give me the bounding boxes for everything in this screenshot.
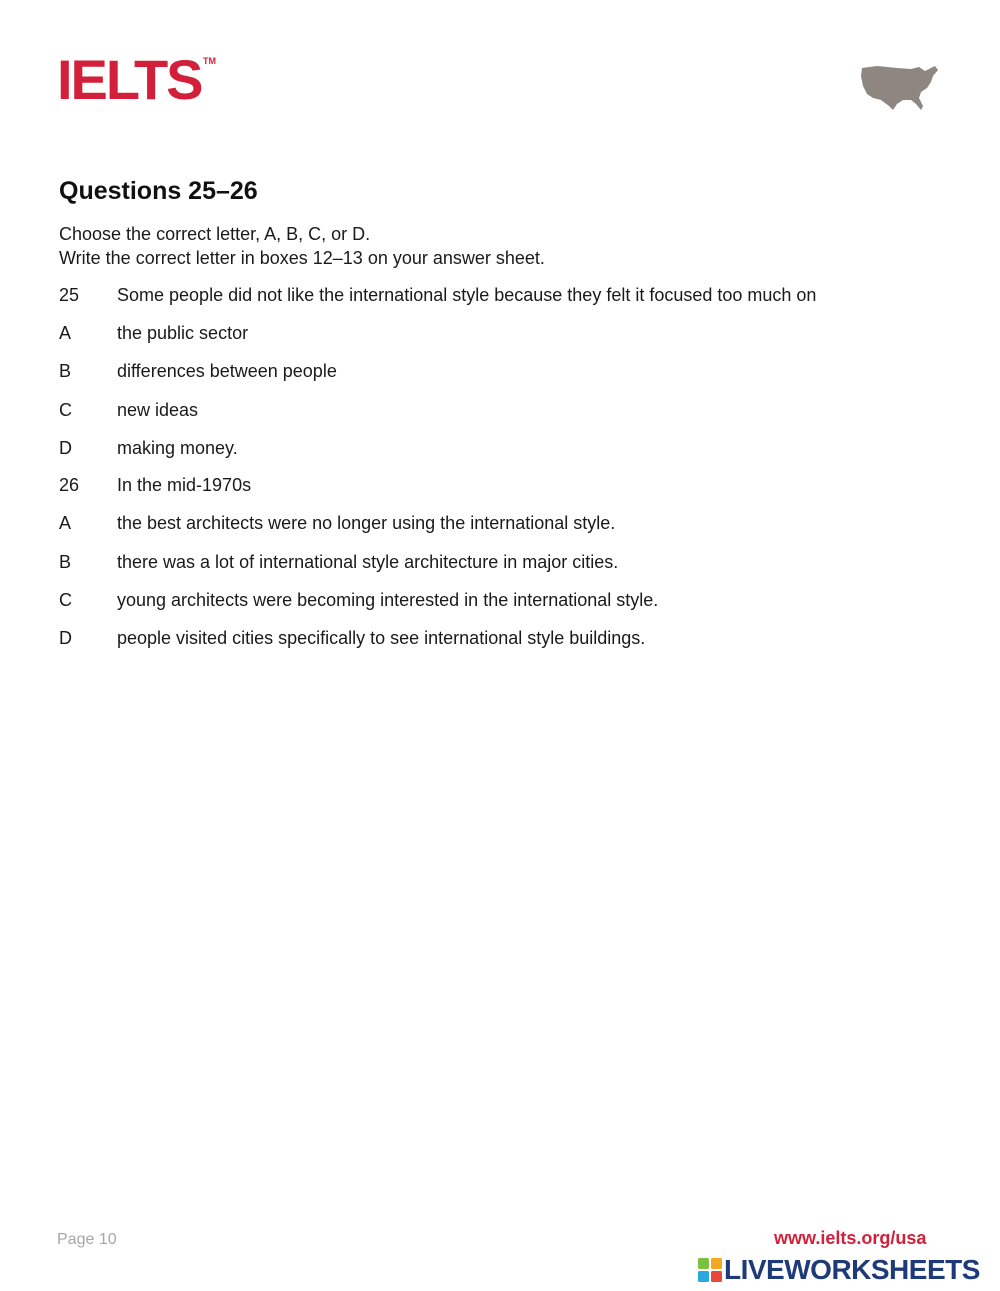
option-letter: D (59, 628, 72, 648)
instructions (59, 222, 545, 270)
option-text: new ideas (117, 400, 199, 420)
liveworksheets-text: LIVEWORKSHEETS (724, 1254, 980, 1285)
option-text: the best architects were no longer using the international style. (117, 513, 616, 533)
option-letter: A (59, 513, 72, 533)
option-letter: B (59, 361, 72, 381)
option-text: there was a lot of international style architecture in major cities. (117, 552, 619, 572)
instruction-line: Write the correct letter in boxes 12–13 on your answer sheet. (59, 248, 545, 268)
option-letter: B (59, 552, 72, 572)
option-text: differences between people (117, 361, 337, 381)
option-letter: A (59, 323, 72, 343)
option-letter: C (59, 400, 72, 420)
liveworksheets-badge-icon (698, 1258, 722, 1282)
ielts-logo-text: IELTS (57, 48, 202, 111)
trademark-mark: TM (203, 56, 216, 66)
option-letter: C (59, 590, 72, 610)
option-letter: D (59, 438, 72, 458)
question-number: 26 (59, 475, 80, 495)
question-stem: Some people did not like the international style because they felt it focused too much on (117, 285, 817, 305)
question-number: 25 (59, 285, 80, 305)
ielts-logo (57, 48, 216, 111)
question-stem: In the mid-1970s (117, 475, 252, 495)
page-number: Page 10 (57, 1231, 117, 1248)
option-text: people visited cities specifically to see international style buildings. (117, 628, 646, 648)
site-url-link[interactable]: www.ielts.org/usa (774, 1228, 927, 1248)
option-text: making money. (117, 438, 238, 458)
instruction-line: Choose the correct letter, A, B, C, or D. (59, 224, 371, 244)
usa-map-icon (859, 62, 939, 112)
page-title: Questions 25–26 (59, 177, 258, 205)
option-text: young architects were becoming interested in the international style. (117, 590, 659, 610)
option-text: the public sector (117, 323, 249, 343)
